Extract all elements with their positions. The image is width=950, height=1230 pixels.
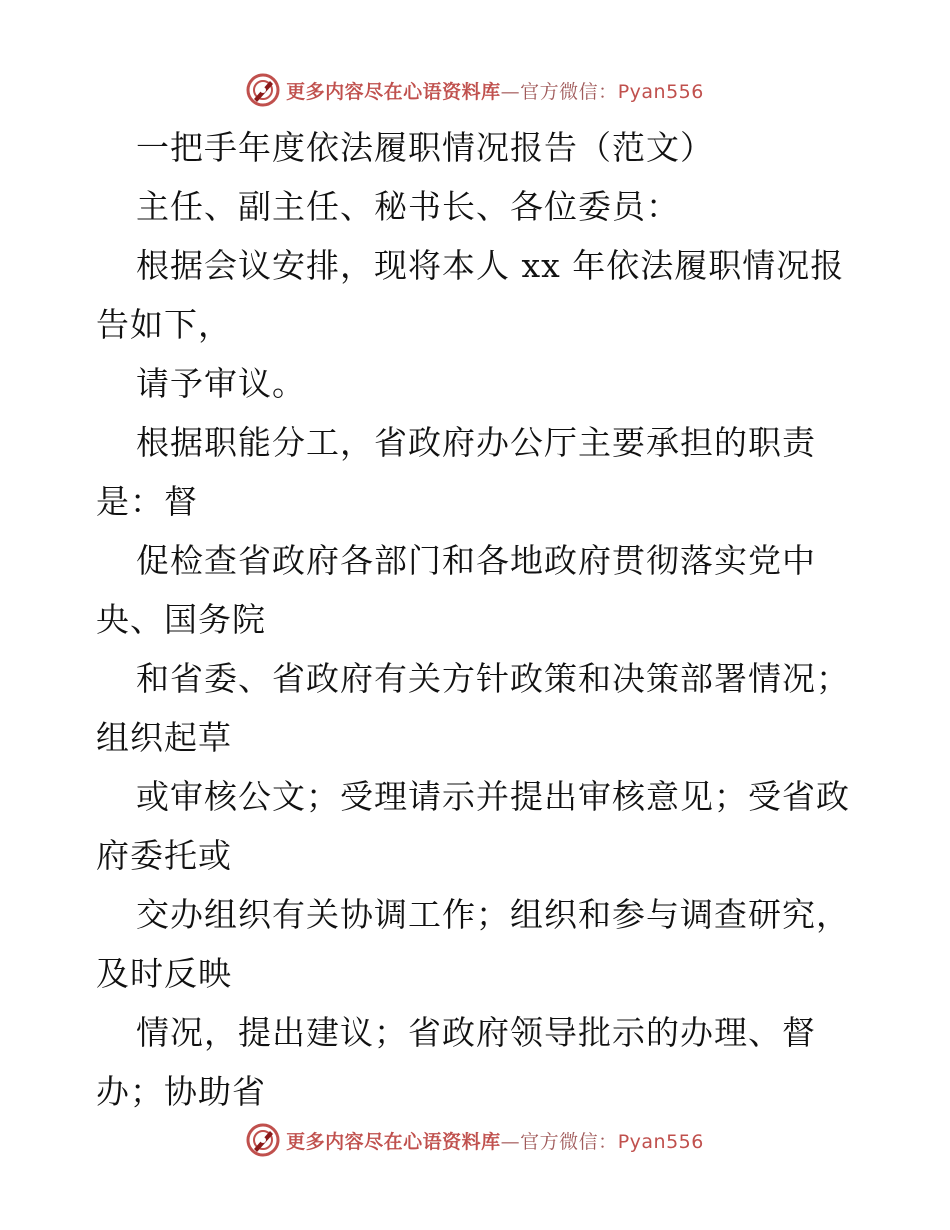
document-line: 组织起草 [96,718,232,757]
brand-logo-icon [246,73,280,107]
document-line: 及时反映 [96,954,232,993]
document-body [96,118,866,1121]
document-line: 一把手年度依法履职情况报告（范文） [136,128,714,167]
document-line: 告如下， [96,305,232,344]
footer-wechat-prefix: 官方微信： [520,1130,618,1153]
header-wechat-id: Pyan556 [617,80,704,103]
document-line: 根据会议安排，现将本人 xx 年依法履职情况报 [136,246,845,285]
footer-banner-text [286,1127,704,1154]
footer-banner [0,1120,950,1160]
document-line: 府委托或 [96,836,232,875]
document-line: 或审核公文；受理请示并提出审核意见；受省政 [136,777,850,816]
header-wechat-prefix: 官方微信： [520,80,618,103]
header-banner [0,70,950,110]
document-line: 主任、副主任、秘书长、各位委员： [136,187,680,226]
header-banner-text [286,77,704,104]
document-line: 情况，提出建议；省政府领导批示的办理、督 [136,1013,816,1052]
footer-site-name: 更多内容尽在心语资料库 [286,1130,501,1153]
document-line: 是：督 [96,482,198,521]
document-line: 根据职能分工，省政府办公厅主要承担的职责 [136,423,816,462]
document-line: 请予审议。 [136,364,306,403]
document-line: 央、国务院 [96,600,266,639]
document-line: 和省委、省政府有关方针政策和决策部署情况； [136,659,850,698]
header-separator: — [500,80,521,103]
document-line: 促检查省政府各部门和各地政府贯彻落实党中 [136,541,816,580]
footer-separator: — [500,1130,521,1153]
document-line: 办；协助省 [96,1072,266,1111]
document-line: 交办组织有关协调工作；组织和参与调查研究， [136,895,850,934]
footer-wechat-id: Pyan556 [617,1130,704,1153]
header-site-name: 更多内容尽在心语资料库 [286,80,501,103]
brand-logo-icon [246,1123,280,1157]
